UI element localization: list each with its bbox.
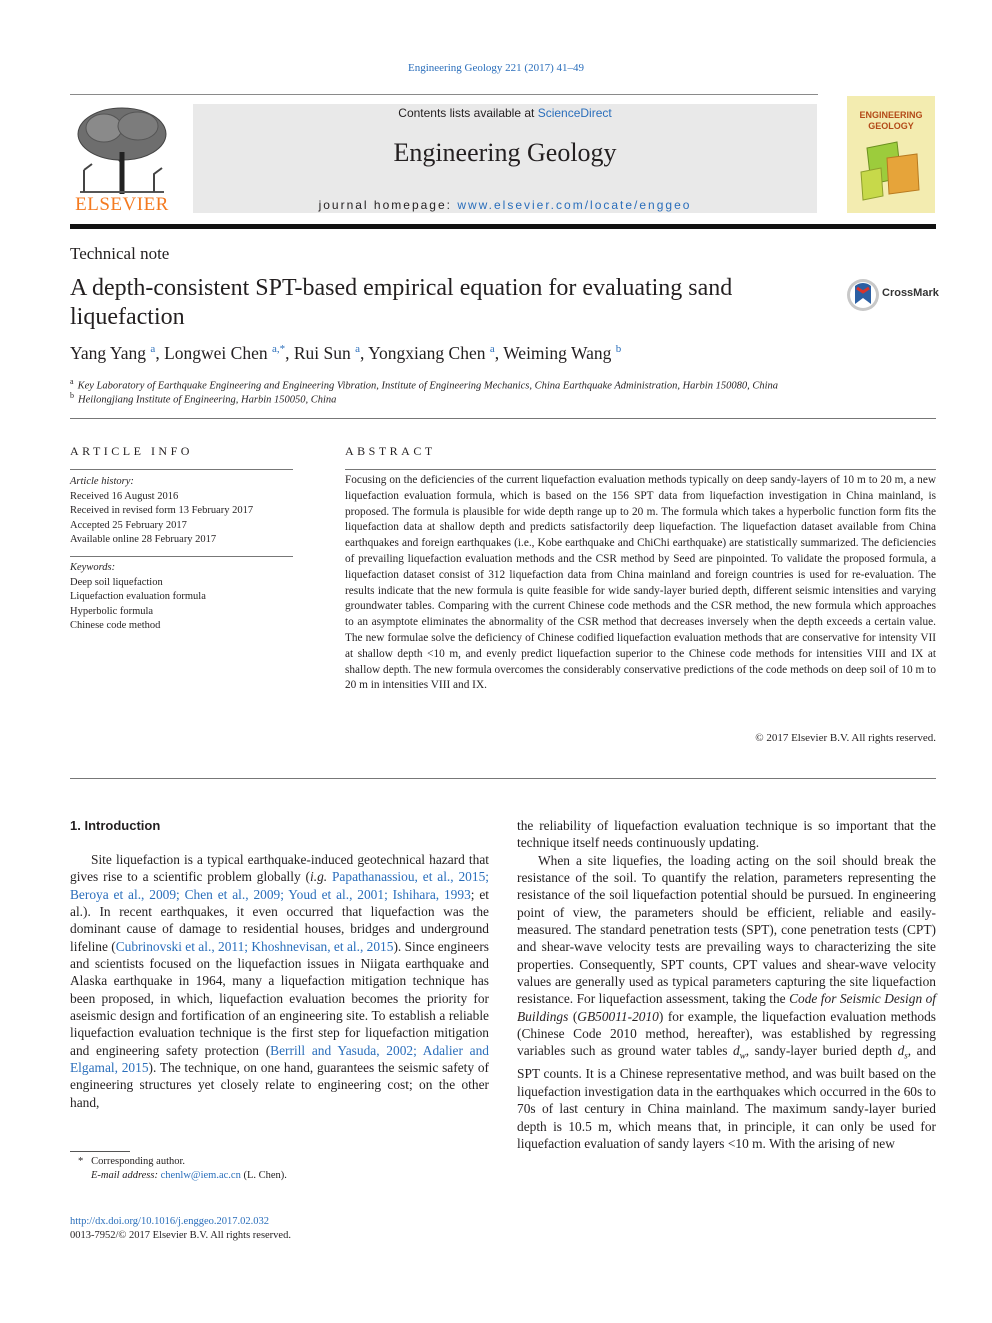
homepage-link[interactable]: www.elsevier.com/locate/enggeo	[457, 198, 692, 212]
cover-graphic-icon	[857, 138, 925, 202]
divider	[70, 469, 293, 470]
author[interactable]: Rui Sun	[293, 343, 351, 363]
corresponding-author-note: * Corresponding author.	[78, 1156, 186, 1167]
intro-left-column	[70, 851, 489, 1111]
history-item: Received in revised form 13 February 2017	[70, 505, 254, 516]
affiliation-mark[interactable]: a	[489, 343, 495, 356]
keywords-label: Keywords:	[70, 562, 116, 573]
abstract-heading: ABSTRACT	[345, 444, 436, 458]
keyword: Hyperbolic formula	[70, 605, 154, 617]
footnote	[78, 1155, 498, 1183]
crossmark-icon	[846, 278, 880, 312]
author-list: Yang Yang $^a$, Longwei Chen $^{a,*}$, Rui Sun $^a$, Yongxiang Chen $^a$, Weiming Wang $^b$	[70, 343, 622, 363]
divider	[70, 418, 936, 419]
history-item: Accepted 25 February 2017	[70, 519, 187, 531]
email-note: E-mail address: chenlw@iem.ac.cn (L. Chen).	[91, 1170, 287, 1181]
elsevier-logo	[70, 104, 174, 216]
abstract-text: Focusing on the deficiencies of the current liquefaction evaluation methods typically on deep sandy-layers of 10 m to 20 m, a new liquefaction evaluation formula, which is based on the 156 SPT data from liquefaction investigation in China mainland, is proposed. The formula is plausible for wide depth range up to 20 m. The formula which takes a hyperbolic function form fits the liquefaction data at shallow depth and predicts satisfactorily deep liquefaction. The liquefaction dataset available from China earthquakes and foreign earthquakes (i.e., Kobe earthquake and ChiChi earthquake) are statistically summarized. The deficiencies of prevailing liquefaction evaluation methods and the CSR method by Seed are pinpointed. To validate the proposed formula, a liquefaction dataset consist of 312 liquefaction data from China mainland and foreign countries is used for re-evaluation. The results indicate that the new formula is quite feasible for wide sandy-layer buried depth, different seismic intensities and varying groundwater tables. Comparing with the current Chinese code methods and the CSR method, the new formula which approaches to an asymptote eliminates the abnormality of the CSR method that decreases inversely when the depth exceeds a certain value. The new formulae solve the deficiency of Chinese codified liquefaction evaluation methods that are conservative for intensity VII at shallow depth <10 m, and evenly predict liquefaction superior to the Chinese code methods for intensities VIII and IX at shallow depth. The new formula overcomes the considerably conservative predictions of the code methods on deep soil of 10 m to 20 m in intensities VIII and IX.	[345, 474, 936, 692]
sciencedirect-link[interactable]: ScienceDirect	[537, 106, 612, 120]
article-info-heading: ARTICLE INFO	[70, 444, 193, 458]
divider	[345, 469, 936, 470]
journal-banner	[193, 104, 817, 213]
author[interactable]: Longwei Chen	[164, 343, 268, 363]
journal-cover[interactable]	[847, 96, 935, 213]
journal-name: Engineering Geology	[393, 138, 617, 167]
affiliation: $^b$ Heilongjiang Institute of Engineering, Harbin 150050, China	[70, 391, 337, 406]
article-history	[70, 475, 293, 548]
affiliation-mark[interactable]: b	[615, 343, 622, 356]
author[interactable]: Yongxiang Chen	[368, 343, 486, 363]
author[interactable]: Yang Yang	[70, 343, 147, 363]
affiliation: $^a$ Key Laboratory of Earthquake Engineering and Engineering Vibration, Institute of Engineering Mechanics, China Earthquake Administration, Harbin 150080, China	[70, 377, 778, 392]
journal-citation-link[interactable]: Engineering Geology 221 (2017) 41–49	[408, 62, 584, 74]
cover-title: ENGINEERING GEOLOGY	[859, 110, 923, 131]
article-type: Technical note	[70, 244, 170, 263]
keyword: Deep soil liquefaction	[70, 576, 163, 588]
homepage-line: journal homepage: www.elsevier.com/locate/enggeo	[318, 198, 692, 212]
header-rule	[70, 94, 818, 95]
crossmark-label: CrossMark	[882, 287, 939, 299]
section-heading: 1. Introduction	[70, 818, 161, 833]
affiliation-mark[interactable]: a	[150, 343, 156, 356]
reference-link[interactable]: Berrill and Yasuda, 2002; Adalier and Elgamal, 2015	[70, 1042, 489, 1076]
reference-link[interactable]: Papathanassiou, et al., 2015; Beroya et al., 2009; Chen et al., 2009; Youd et al., 2001; Ishihara, 1993	[70, 869, 489, 902]
abstract-copyright: © 2017 Elsevier B.V. All rights reserved.	[755, 732, 936, 744]
divider	[70, 778, 936, 779]
keyword: Liquefaction evaluation formula	[70, 591, 206, 602]
paragraph: Site liquefaction is a typical earthquake-induced geotechnical hazard that gives rise to a scientific problem globally (i.g. Papathanassiou, et al., 2015; Beroya et al., 2009; Chen et al., 2009; Youd et al., 2001; Ishihara, 1993; et al.). In recent earthquakes, it even occurred that liquefaction was the dominant cause of damage to residential houses, bridges and underground lifeline (Cubrinovski et al., 2011; Khoshnevisan, et al., 2015). Since engineers and scientists focused on the liquefaction issues in Niigata earthquake and Alaska earthquake in 1964, many a liquefaction mitigation technique has been proposed, in which, liquefaction evaluation becomes the priority for aseismic design and fortification of an engineering site. To establish a reliable liquefaction evaluation technique is the first step for liquefaction mitigation and engineering safety protection (Berrill and Yasuda, 2002; Adalier and Elgamal, 2015). The technique, on one hand, guarantees the seismic safety of engineering structures yet closely relate to engineering cost; on the other hand,	[70, 852, 490, 1110]
footnote-rule	[70, 1151, 130, 1152]
history-label: Article history:	[70, 476, 134, 487]
issn-line: 0013-7952/© 2017 Elsevier B.V. All rights reserved.	[70, 1230, 291, 1241]
history-item: Received 16 August 2016	[70, 490, 179, 502]
affiliation-mark[interactable]: a	[355, 343, 361, 356]
reference-link[interactable]: Cubrinovski et al., 2011; Khoshnevisan, et al., 2015	[115, 938, 394, 954]
intro-right-column	[517, 817, 936, 1152]
contents-line: Contents lists available at ScienceDirect	[398, 106, 612, 120]
elsevier-wordmark: ELSEVIER	[75, 194, 169, 215]
paper-title: A depth-consistent SPT-based empirical equation for evaluating sand liquefaction	[70, 275, 733, 330]
keyword: Chinese code method	[70, 620, 161, 631]
elsevier-tree-icon	[70, 104, 174, 196]
doi-link[interactable]: http://dx.doi.org/10.1016/j.enggeo.2017.02.032	[70, 1216, 270, 1227]
paragraph: the reliability of liquefaction evaluation technique is so important that the technique itself needs continuously updating.	[517, 818, 936, 851]
author[interactable]: Weiming Wang	[503, 343, 612, 363]
divider	[70, 556, 293, 557]
paragraph: When a site liquefies, the loading acting on the soil should break the resistance of the soil. To quantify the relation, parameters representing the resistance of the soil liquefaction potential should be pursued. In engineering point of view, the parameters should be efficient, reliable and easily-measured. The standard penetration tests (SPT), cone penetration tests (CPT) and shear-wave velocity tests are prevailing ways to characterizing the site properties. Consequently, SPT counts, CPT values and shear-wave velocity values are generally used as typical parameters capturing the site liquefaction resistance. For liquefaction assessment, taking the Code for Seismic Design of Buildings (GB50011-2010) for example, the liquefaction evaluation methods (Chinese Code 2010 method, hereafter), was established by regressing variables such as ground water tables $d_w$, sandy-layer buried depth $d_s$, and SPT counts. It is a Chinese representative method, and was built based on the liquefaction investigation data in the earthquakes which occurred in the 60s to 70s of last century in China mainland. The maximum sandy-layer buried depth is 10.5 m, which means that, in principle, it can only be used for liquefaction evaluation of sandy layers <10 m. With the arising of new	[517, 852, 937, 1151]
keywords	[70, 561, 293, 634]
crossmark-button[interactable]	[846, 278, 946, 314]
affiliation-mark[interactable]: a,*	[271, 343, 286, 356]
header-rule-thick	[70, 224, 936, 229]
email-link[interactable]: chenlw@iem.ac.cn	[160, 1170, 241, 1181]
history-item: Available online 28 February 2017	[70, 534, 217, 545]
